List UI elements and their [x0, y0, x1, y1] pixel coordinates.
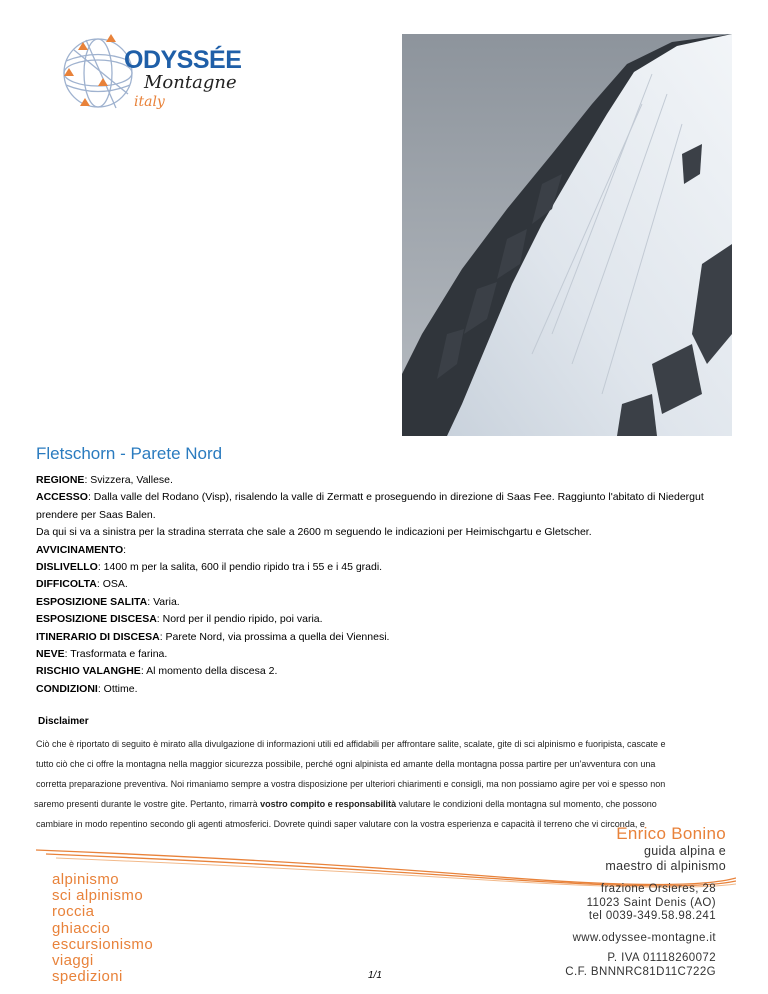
disclaimer-segment: cambiare in modo repentino secondo gli agenti atmosferici. Dovrete quindi saper valutare con la vostra esperienza e capacità il terreno che vi circonda, e: [36, 819, 645, 829]
disclaimer-segment: corretta preparazione preventiva. Noi rimaniamo sempre a vostra disposizione per ulteriori chiarimenti e consigli, ma non possiamo agire per voi e spesso non: [36, 779, 666, 789]
disclaimer-line: [36, 734, 726, 754]
disclaimer-line: [36, 754, 726, 774]
activity-item: viaggi: [52, 952, 94, 970]
detail-value: : Trasformata e farina.: [64, 648, 168, 661]
detail-label: NEVE: [36, 648, 65, 661]
activity-item: alpinismo: [52, 871, 119, 888]
detail-line: [36, 507, 736, 524]
detail-value: : 1400 m per la salita, 600 il pendio ripido tra i 55 e i 45 gradi.: [97, 561, 383, 574]
detail-line: [36, 472, 736, 489]
detail-line: [36, 576, 736, 593]
disclaimer-title: Disclaimer: [38, 716, 89, 727]
detail-label: ITINERARIO DI DISCESA: [36, 630, 160, 643]
route-details: [36, 472, 736, 698]
detail-value: : Svizzera, Vallese.: [84, 474, 173, 486]
detail-line: [36, 559, 736, 576]
fiscal-code: C.F. BNNNRC81D11C722G: [565, 965, 716, 978]
guide-info: [605, 824, 726, 874]
guide-name: Enrico Bonino: [616, 824, 726, 843]
detail-line: [36, 524, 736, 541]
detail-value: : OSA.: [96, 578, 128, 591]
website-link[interactable]: www.odyssee-montagne.it: [572, 932, 716, 944]
disclaimer-segment: tutto ciò che ci offre la montagna nella maggior sicurezza possibile, perché ogni alpinista ed amante della montagna possa partire per un'avventura con una: [36, 759, 656, 769]
guide-role-2: maestro di alpinismo: [605, 859, 726, 873]
detail-value: prendere per Saas Balen.: [36, 508, 156, 521]
detail-value: : Varia.: [147, 595, 180, 608]
detail-value: : Al momento della discesa 2.: [140, 665, 278, 678]
phone: tel 0039-349.58.98.241: [588, 910, 716, 922]
activities-list: [52, 872, 153, 985]
activity-item: roccia: [52, 903, 95, 921]
route-title: Fletschorn - Parete Nord: [36, 444, 223, 463]
detail-line: [36, 629, 736, 646]
address-line-1: frazione Orsieres, 28: [600, 883, 716, 895]
detail-line: [36, 594, 736, 611]
detail-line: [36, 489, 736, 506]
vat-number: P. IVA 01118260072: [607, 952, 716, 964]
detail-value: : Nord per il pendio ripido, poi varia.: [156, 613, 323, 626]
detail-label: ESPOSIZIONE SALITA: [36, 595, 148, 608]
disclaimer-segment: Ciò che è riportato di seguito è mirato alla divulgazione di informazioni utili ed affidabili per affrontare salite, scalate, gite di sci alpinismo e fuoripista, cascate e: [36, 739, 666, 749]
disclaimer-line: [34, 794, 726, 814]
detail-value: :: [123, 543, 127, 556]
detail-label: REGIONE: [36, 474, 85, 486]
detail-label: DIFFICOLTA: [36, 578, 97, 591]
detail-label: AVVICINAMENTO: [36, 543, 124, 556]
activity-item: sci alpinismo: [52, 887, 144, 905]
disclaimer-line: [36, 774, 726, 794]
guide-role-1: guida alpina e: [643, 844, 726, 858]
detail-value: : Dalla valle del Rodano (Visp), risalendo la valle di Zermatt e proseguendo in direzione di Saas Fee. Raggiunto l'abitato di Niedergut: [87, 491, 704, 504]
activity-item: spedizioni: [52, 968, 123, 986]
detail-label: RISCHIO VALANGHE: [36, 665, 141, 678]
detail-line: [36, 611, 736, 628]
detail-value: : Parete Nord, via prossima a quella dei Viennesi.: [159, 630, 390, 643]
detail-line: [36, 646, 736, 663]
detail-label: ACCESSO: [36, 491, 88, 504]
disclaimer-segment: valutare le condizioni della montagna sul momento, che possono: [396, 799, 657, 809]
disclaimer-segment: saremo presenti durante le vostre gite. Pertanto, rimarrà: [34, 799, 261, 809]
detail-label: ESPOSIZIONE DISCESA: [36, 613, 157, 626]
disclaimer-text: [36, 734, 726, 834]
address-line-2: 11023 Saint Denis (AO): [586, 896, 716, 909]
detail-label: DISLIVELLO: [36, 561, 98, 574]
activity-item: ghiaccio: [52, 919, 111, 937]
detail-line: [36, 681, 736, 698]
detail-line: [36, 542, 736, 559]
activity-item: escursionismo: [52, 935, 154, 953]
logo-brand: ODYSSÉE: [124, 46, 242, 74]
detail-line: [36, 663, 736, 680]
guide-address: [587, 883, 716, 924]
detail-label: CONDIZIONI: [36, 682, 98, 695]
disclaimer-emphasis: vostro compito e responsabilità: [260, 799, 397, 809]
odyssee-montagne-logo: [56, 28, 256, 118]
mountain-photo: [402, 34, 732, 436]
detail-value: Da qui si va a sinistra per la stradina sterrata che sale a 2600 m seguendo le indicazioni per Heimischgartu e Gletscher.: [36, 526, 592, 539]
logo-sub: Montagne: [144, 72, 237, 93]
logo-country: italy: [134, 94, 165, 110]
detail-value: : Ottime.: [97, 682, 138, 695]
page-number: 1/1: [368, 970, 382, 981]
tax-info: [565, 952, 716, 979]
